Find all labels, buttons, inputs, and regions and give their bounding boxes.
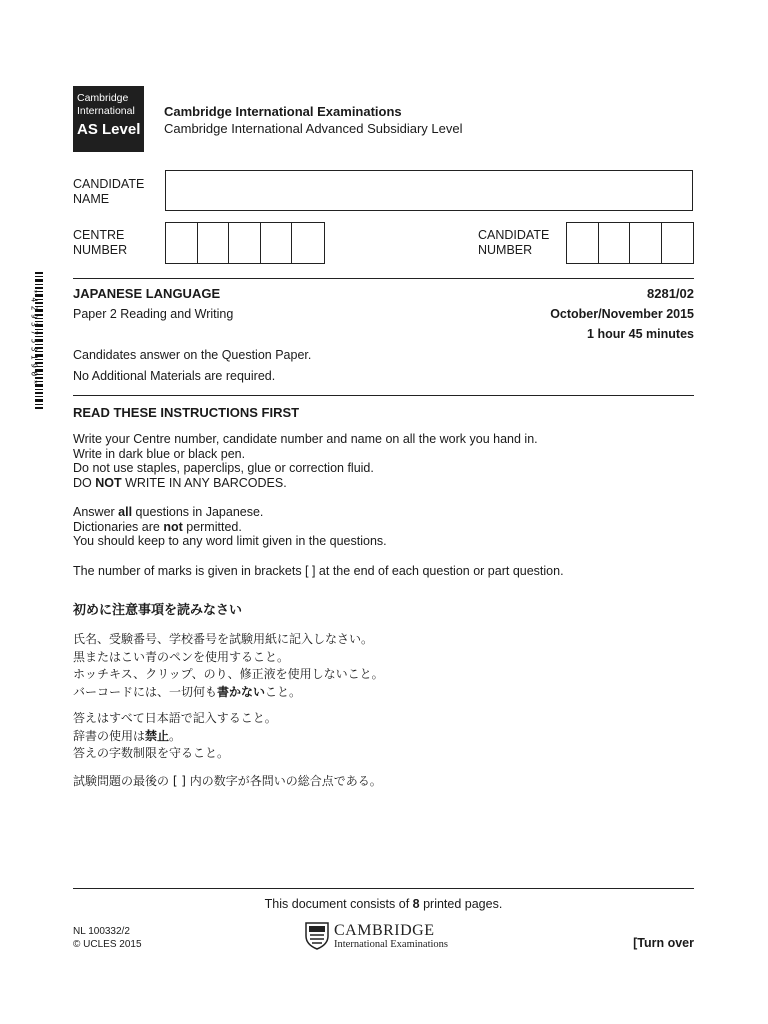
- digit-box[interactable]: [630, 223, 662, 263]
- exam-board-title: Cambridge International Examinations: [164, 104, 402, 119]
- materials-note-1: Candidates answer on the Question Paper.: [73, 348, 312, 362]
- jp-line: 答えはすべて日本語で記入すること。: [73, 711, 277, 725]
- text-run: permitted.: [182, 519, 242, 534]
- instruction-line: Do not use staples, paperclips, glue or correction fluid.: [73, 461, 374, 476]
- logo-line-3: AS Level: [77, 121, 141, 138]
- instructions-block-1: [73, 432, 693, 490]
- text-run: Answer: [73, 505, 119, 519]
- label-line: NAME: [73, 192, 110, 206]
- japanese-block-1: [73, 631, 693, 701]
- digit-box[interactable]: [261, 223, 293, 263]
- text-run: 。: [169, 728, 182, 743]
- candidate-number-label: [478, 228, 549, 258]
- paper-title: Paper 2 Reading and Writing: [73, 307, 234, 321]
- label-line: CANDIDATE: [73, 177, 145, 191]
- instruction-line: [73, 520, 693, 535]
- brand-name: CAMBRIDGE: [334, 921, 435, 939]
- label-line: CENTRE: [73, 228, 125, 242]
- cambridge-crest-icon: [305, 922, 329, 950]
- document-reference: [73, 926, 142, 951]
- text-run: こと。: [265, 684, 302, 699]
- syllabus-code: 8281/02: [647, 286, 694, 301]
- text-run: バーコードには、一切何も: [73, 684, 218, 699]
- cambridge-wordmark: [334, 922, 448, 951]
- digit-box[interactable]: [599, 223, 631, 263]
- instructions-block-2: [73, 505, 693, 549]
- marks-note: The number of marks is given in brackets [ ] at the end of each question or part question.: [73, 564, 564, 578]
- text-run: DO: [73, 475, 96, 490]
- digit-box[interactable]: [198, 223, 230, 263]
- text-run: Dictionaries are: [73, 519, 164, 534]
- digit-box[interactable]: [166, 223, 198, 263]
- jp-line: 黒またはこい青のペンを使用すること。: [73, 649, 290, 664]
- jp-line: [73, 684, 693, 702]
- text-run: WRITE IN ANY BARCODES.: [121, 475, 287, 490]
- reference-code: NL 100332/2: [73, 926, 130, 937]
- japanese-block-2: [73, 710, 693, 763]
- page-count-note: [73, 897, 694, 911]
- barcode: [27, 272, 43, 410]
- jp-line: [73, 728, 693, 746]
- subject-title: JAPANESE LANGUAGE: [73, 286, 221, 301]
- candidate-name-label: [73, 177, 144, 207]
- divider: [73, 278, 694, 279]
- divider: [73, 395, 694, 396]
- instruction-line: Write your Centre number, candidate number and name on all the work you hand in.: [73, 432, 538, 446]
- digit-box[interactable]: [229, 223, 261, 263]
- barcode-digits: *4293753190*: [29, 289, 39, 388]
- footer-divider: [73, 888, 694, 889]
- jp-line: ホッチキス、クリップ、のり、修正液を使用しないこと。: [73, 667, 384, 681]
- instructions-heading: READ THESE INSTRUCTIONS FIRST: [73, 405, 300, 420]
- logo-line-2: International: [77, 105, 135, 117]
- digit-box[interactable]: [292, 223, 324, 263]
- instruction-line: [73, 476, 693, 491]
- text-run: 辞書の使用は: [73, 728, 146, 743]
- candidate-name-field[interactable]: [165, 170, 693, 211]
- text-run: This document consists of: [264, 897, 413, 911]
- copyright: © UCLES 2015: [73, 938, 142, 950]
- label-line: CANDIDATE: [478, 228, 550, 242]
- digit-box[interactable]: [662, 223, 693, 263]
- text-run-bold: not: [163, 519, 183, 534]
- materials-note-2: No Additional Materials are required.: [73, 369, 276, 383]
- turn-over-label: [Turn over: [633, 936, 694, 950]
- jp-line: 氏名、受験番号、学校番号を試験用紙に記入しなさい。: [73, 632, 374, 646]
- japanese-marks-note: 試験問題の最後の [ ] 内の数字が各問いの総合点である。: [73, 774, 382, 788]
- logo-line-1: Cambridge: [77, 92, 129, 104]
- text-run: questions in Japanese.: [132, 505, 264, 519]
- label-line: NUMBER: [478, 243, 533, 257]
- japanese-instructions-heading: 初めに注意事項を読みなさい: [73, 603, 243, 618]
- brand-subtitle: International Examinations: [334, 938, 449, 950]
- instruction-line: You should keep to any word limit given in the questions.: [73, 534, 387, 549]
- text-run-bold: 8: [412, 897, 420, 911]
- text-run-bold: 書かない: [217, 684, 266, 699]
- text-run-bold: all: [118, 505, 133, 519]
- centre-number-field[interactable]: [165, 222, 325, 264]
- text-run-bold: NOT: [95, 475, 122, 490]
- exam-session: October/November 2015: [550, 307, 694, 321]
- candidate-number-field[interactable]: [566, 222, 694, 264]
- exam-level-subtitle: Cambridge International Advanced Subsidiary Level: [164, 121, 463, 136]
- cambridge-logo: [305, 920, 448, 952]
- exam-duration: 1 hour 45 minutes: [587, 327, 694, 341]
- label-line: NUMBER: [73, 243, 128, 257]
- instruction-line: [73, 505, 693, 520]
- as-level-logo: [73, 86, 144, 152]
- instruction-line: Write in dark blue or black pen.: [73, 446, 246, 461]
- text-run: printed pages.: [419, 897, 503, 911]
- digit-box[interactable]: [567, 223, 599, 263]
- centre-number-label: [73, 228, 127, 258]
- jp-line: 答えの字数制限を守ること。: [73, 746, 230, 760]
- text-run-bold: 禁止: [145, 728, 170, 743]
